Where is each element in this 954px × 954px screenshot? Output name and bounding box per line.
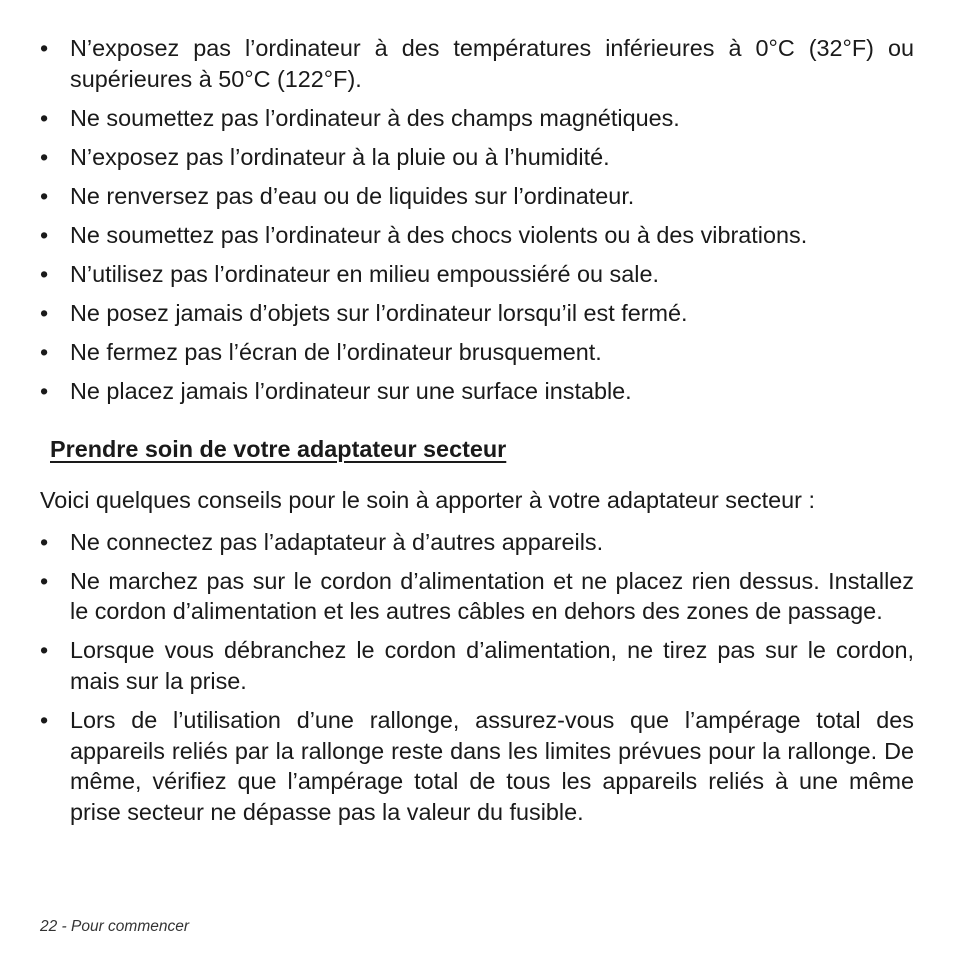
section-intro: Voici quelques conseils pour le soin à apporter à votre adaptateur secteur :	[40, 486, 815, 513]
section-heading: Prendre soin de votre adaptateur secteur	[50, 435, 507, 462]
list-item-text: Ne renversez pas d’eau ou de liquides sur l’ordinateur.	[70, 182, 635, 209]
bullet-icon: •	[40, 300, 49, 327]
list-item-text: N’exposez pas l’ordinateur à des températures inférieures à 0°C (32°F) ou supérieures à 50°C (122°F).	[70, 35, 914, 92]
list-item	[40, 33, 914, 94]
bullet-icon: •	[40, 707, 49, 734]
bullet-icon: •	[40, 35, 49, 61]
bullet-icon: •	[40, 567, 49, 594]
bullet-icon: •	[40, 378, 49, 405]
list-item	[40, 705, 914, 827]
list-item	[40, 181, 914, 212]
list-item-text: Ne soumettez pas l’ordinateur à des chocs violents ou à des vibrations.	[70, 221, 808, 248]
list-item-text: Ne fermez pas l’écran de l’ordinateur brusquement.	[70, 339, 602, 366]
list-item	[40, 298, 914, 329]
document-page	[40, 33, 914, 836]
care-bullet-list	[40, 33, 914, 407]
page-footer: 22 - Pour commencer	[40, 918, 190, 935]
list-item	[40, 259, 914, 290]
bullet-icon: •	[40, 339, 49, 366]
list-item-text: Ne marchez pas sur le cordon d’alimentation et ne placez rien dessus. Installez le cordon d’alimentation et les autres câbles en dehors des zones de passage.	[70, 567, 914, 625]
bullet-icon: •	[40, 260, 49, 287]
list-item	[40, 337, 914, 368]
list-item-text: Lors de l’utilisation d’une rallonge, assurez-vous que l’ampérage total des appareils reliés par la rallonge reste dans les limites prévues pour la rallonge. De même, vérifiez que l’ampérage total de tous les appareils reliés à une même prise secteur ne dépasse pas la valeur du fusible.	[70, 707, 914, 825]
list-item	[40, 566, 914, 627]
list-item-text: Ne placez jamais l’ordinateur sur une surface instable.	[70, 378, 632, 405]
list-item	[40, 635, 914, 696]
list-item-text: Ne soumettez pas l’ordinateur à des champs magnétiques.	[70, 104, 680, 131]
bullet-icon: •	[40, 143, 49, 170]
list-item-text: Ne posez jamais d’objets sur l’ordinateur lorsqu’il est fermé.	[70, 300, 688, 327]
bullet-icon: •	[40, 104, 49, 131]
bullet-icon: •	[40, 182, 49, 209]
list-item	[40, 220, 914, 251]
list-item-text: N’exposez pas l’ordinateur à la pluie ou à l’humidité.	[70, 143, 610, 170]
bullet-icon: •	[40, 221, 49, 248]
bullet-icon: •	[40, 637, 49, 664]
list-item	[40, 527, 914, 558]
adapter-bullet-list	[40, 527, 914, 827]
list-item	[40, 103, 914, 134]
list-item	[40, 376, 914, 407]
list-item	[40, 142, 914, 173]
list-item-text: Ne connectez pas l’adaptateur à d’autres appareils.	[70, 528, 604, 555]
list-item-text: N’utilisez pas l’ordinateur en milieu empoussiéré ou sale.	[70, 260, 659, 287]
bullet-icon: •	[40, 528, 49, 555]
list-item-text: Lorsque vous débranchez le cordon d’alimentation, ne tirez pas sur le cordon, mais sur la prise.	[70, 637, 914, 694]
